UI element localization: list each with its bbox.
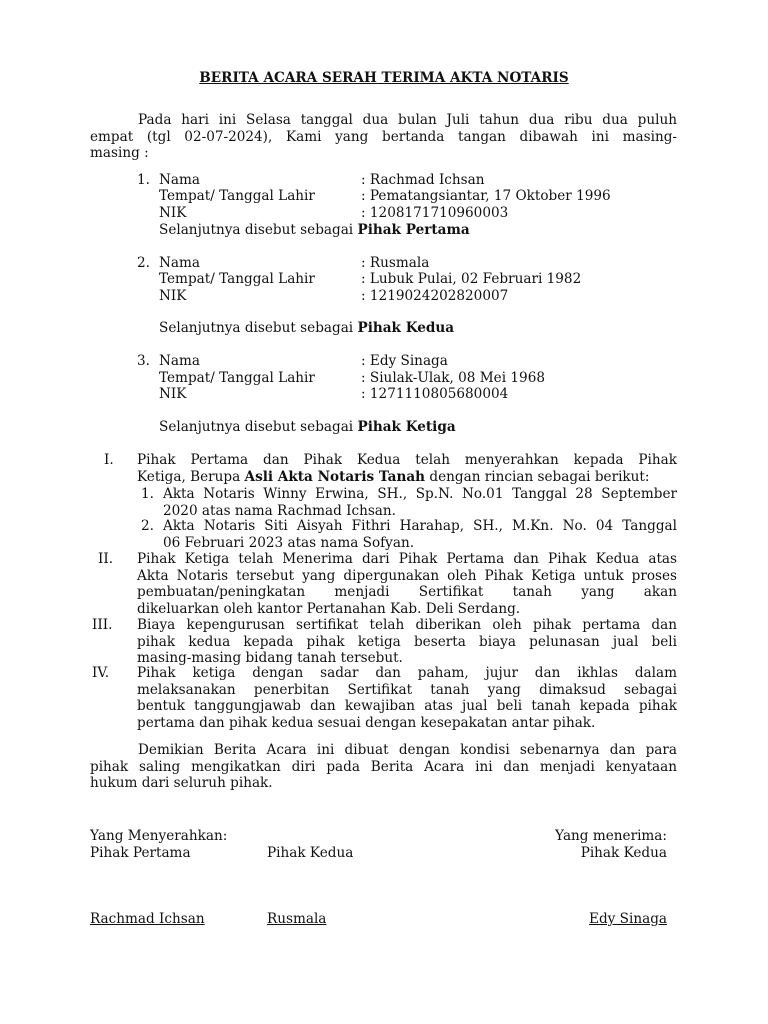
point-4-text xyxy=(137,665,677,731)
party-2-role: Pihak Kedua xyxy=(357,320,455,336)
point-4-line: melaksanakan penerbitan Sertifikat tanah yang dimaksud sebagai xyxy=(137,681,677,698)
designation-text: Selanjutnya disebut sebagai xyxy=(159,320,354,336)
point-1-line: Pihak Pertama dan Pihak Kedua telah menyerahkan kepada Pihak xyxy=(137,452,677,468)
party-2-number: 2. xyxy=(137,255,150,271)
closing-line: hukum dari seluruh pihak. xyxy=(90,775,273,792)
party-2-nama-label: Nama xyxy=(159,255,200,271)
party-3-ttl-label: Tempat/ Tanggal Lahir xyxy=(159,370,315,386)
party-2-ttl-label: Tempat/ Tanggal Lahir xyxy=(159,271,315,287)
party-2-nik-label: NIK xyxy=(159,288,187,304)
point-1-line xyxy=(137,469,677,486)
point-1-sub-2-text xyxy=(163,518,677,551)
party-2-ttl-value: : Lubuk Pulai, 02 Februari 1982 xyxy=(361,271,582,287)
party-3-ttl-value: : Siulak-Ulak, 08 Mei 1968 xyxy=(361,370,545,386)
point-3-line: pihak kedua kepada pihak ketiga beserta biaya pelunasan jual beli xyxy=(137,633,677,650)
party-3-nik-value: : 1271110805680004 xyxy=(361,386,509,402)
point-3-line: masing-masing bidang tanah tersebut. xyxy=(137,650,403,667)
point-1-bold-item: Asli Akta Notaris Tanah xyxy=(244,468,426,485)
closing-line: Demikian Berita Acara ini dibuat dengan kondisi sebenarnya dan para xyxy=(138,742,677,758)
party-3-number: 3. xyxy=(137,353,150,369)
point-1-line-part: Ketiga, Berupa xyxy=(137,468,241,485)
party-1-nama-label: Nama xyxy=(159,172,200,188)
designation-text: Selanjutnya disebut sebagai xyxy=(159,419,354,435)
point-3-number: III. xyxy=(92,617,113,633)
signature-col2-role: Pihak Kedua xyxy=(267,845,354,861)
party-3-role: Pihak Ketiga xyxy=(357,419,456,435)
party-2-nama-value: : Rusmala xyxy=(361,255,430,271)
point-2-line: dikeluarkan oleh kantor Pertanahan Kab. Deli Serdang. xyxy=(137,600,521,617)
intro-line: masing : xyxy=(90,145,149,162)
party-2-nik-value: : 1219024202820007 xyxy=(361,288,509,304)
point-2-text xyxy=(137,551,677,617)
party-3-nik-label: NIK xyxy=(159,386,187,402)
intro-line: empat (tgl 02-07-2024), Kami yang bertanda tangan dibawah ini masing- xyxy=(90,128,677,145)
sub-line: 2020 atas nama Rachmad Ichsan. xyxy=(163,502,396,519)
point-1-line-part: dengan rincian sebagai berikut: xyxy=(429,468,650,485)
point-4-line: pertama dan pihak kedua sesuai dengan kesepakatan antar pihak. xyxy=(137,714,596,731)
party-3-nama-value: : Edy Sinaga xyxy=(361,353,448,369)
signature-col1-role: Pihak Pertama xyxy=(90,845,191,861)
point-2-line: pembuatan/peningkatan menjadi Sertifikat tanah yang akan xyxy=(137,584,677,601)
signature-col3-name: Edy Sinaga xyxy=(589,911,667,927)
point-1-sub-1-text xyxy=(163,486,677,519)
party-2-designation xyxy=(159,320,454,337)
signature-right-heading: Yang menerima: xyxy=(555,828,667,844)
sub-line: Akta Notaris Siti Aisyah Fithri Harahap, SH., M.Kn. No. 04 Tanggal xyxy=(163,518,677,534)
party-1-nama-value: : Rachmad Ichsan xyxy=(361,172,485,188)
point-3-line: Biaya kepengurusan sertifikat telah diberikan oleh pihak pertama dan xyxy=(137,617,677,633)
point-2-line: Akta Notaris tersebut yang dipergunakan oleh Pihak Ketiga untuk proses xyxy=(137,567,677,584)
party-3-nama-label: Nama xyxy=(159,353,200,369)
sub-line: Akta Notaris Winny Erwina, SH., Sp.N. No.01 Tanggal 28 September xyxy=(163,486,677,502)
point-2-number: II. xyxy=(98,551,114,567)
sub-line: 06 Februari 2023 atas nama Sofyan. xyxy=(163,534,415,551)
party-1-number: 1. xyxy=(137,172,150,188)
signature-col2-name: Rusmala xyxy=(267,911,327,927)
point-4-line: bentuk tanggungjawab dan kewajiban atas jual beli tanah kepada pihak xyxy=(137,698,677,715)
document-title: BERITA ACARA SERAH TERIMA AKTA NOTARIS xyxy=(199,70,569,86)
point-1-sub-1-number: 1. xyxy=(141,486,154,502)
party-1-role: Pihak Pertama xyxy=(357,222,470,238)
point-2-line: Pihak Ketiga telah Menerima dari Pihak Pertama dan Pihak Kedua atas xyxy=(137,551,677,567)
designation-text: Selanjutnya disebut sebagai xyxy=(159,222,354,238)
party-1-designation xyxy=(159,222,470,239)
party-3-designation xyxy=(159,419,456,436)
point-3-text xyxy=(137,617,677,667)
party-1-nik-label: NIK xyxy=(159,205,187,221)
closing-line: pihak saling mengikatkan diri pada Berita Acara ini dan menjadi kenyataan xyxy=(90,758,677,775)
party-1-nik-value: : 1208171710960003 xyxy=(361,205,509,221)
point-1-sub-2-number: 2. xyxy=(141,518,154,534)
party-1-ttl-label: Tempat/ Tanggal Lahir xyxy=(159,188,315,204)
point-4-line: Pihak ketiga dengan sadar dan paham, jujur dan ikhlas dalam xyxy=(137,665,677,681)
point-1-number: I. xyxy=(104,452,114,468)
closing-paragraph xyxy=(90,742,677,792)
signature-left-heading: Yang Menyerahkan: xyxy=(90,828,228,844)
intro-paragraph xyxy=(90,112,677,162)
intro-line: Pada hari ini Selasa tanggal dua bulan Juli tahun dua ribu dua puluh xyxy=(138,112,677,128)
point-1-text xyxy=(137,452,677,485)
signature-col3-role: Pihak Kedua xyxy=(580,845,667,861)
point-4-number: IV. xyxy=(92,665,110,681)
party-1-ttl-value: : Pematangsiantar, 17 Oktober 1996 xyxy=(361,188,611,204)
signature-col1-name: Rachmad Ichsan xyxy=(90,911,205,927)
